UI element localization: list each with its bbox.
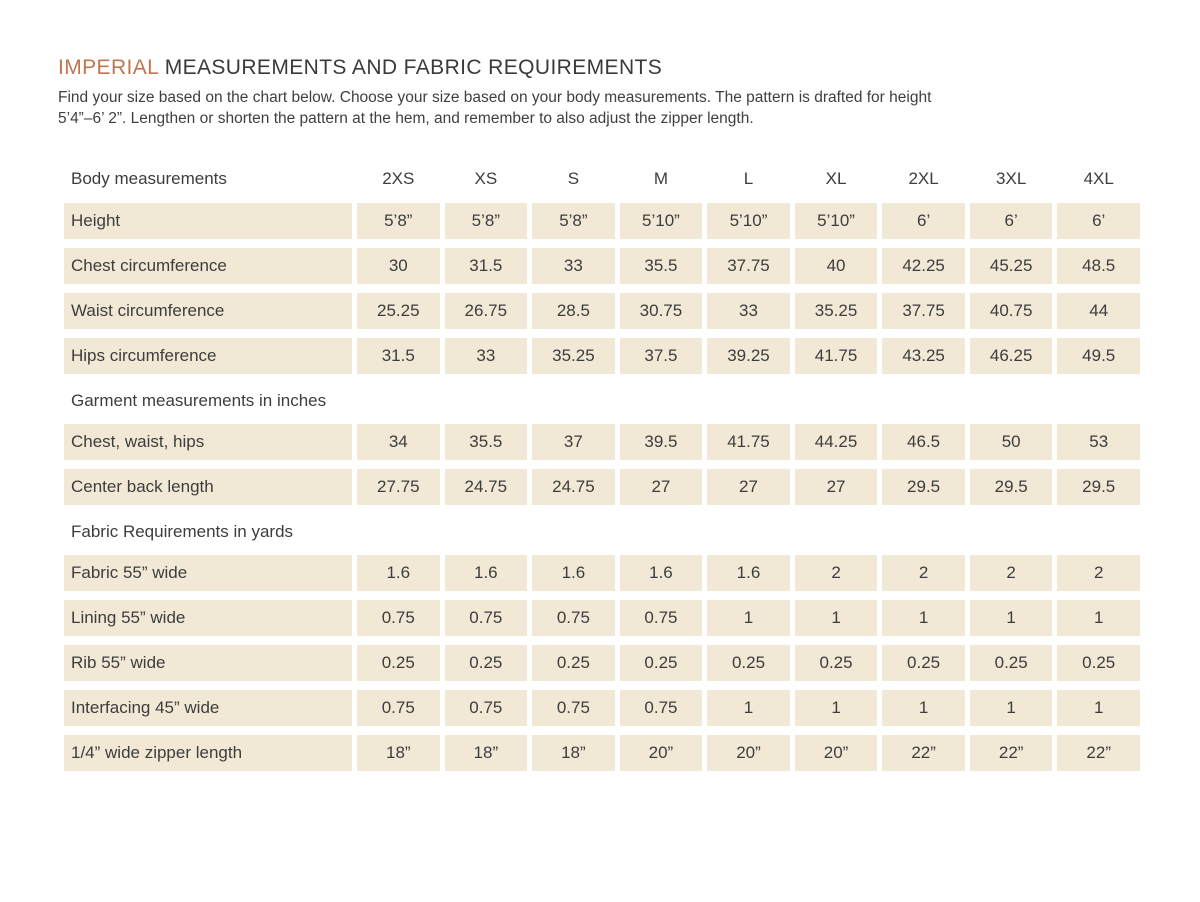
value-cell: 18” xyxy=(357,735,440,771)
value-cell: 5’8” xyxy=(532,203,615,239)
header-body-measurements: Body measurements xyxy=(71,169,227,188)
value-cell: 48.5 xyxy=(1057,248,1140,284)
value-cell: 2 xyxy=(795,555,878,591)
size-column-header: XS xyxy=(474,169,498,188)
page-title xyxy=(58,56,1200,80)
value-cell: 30.75 xyxy=(620,293,703,329)
value-cell: 39.5 xyxy=(620,424,703,460)
size-column-header: 3XL xyxy=(996,169,1027,188)
size-column-header: S xyxy=(567,169,580,188)
value-cell: 0.75 xyxy=(532,690,615,726)
value-cell: 1 xyxy=(882,690,965,726)
value-cell: 35.25 xyxy=(795,293,878,329)
value-cell: 1 xyxy=(795,690,878,726)
table-row xyxy=(64,469,1140,505)
size-column-header: 4XL xyxy=(1083,169,1114,188)
value-cell: 0.25 xyxy=(620,645,703,681)
value-cell: 0.25 xyxy=(970,645,1053,681)
value-cell: 20” xyxy=(620,735,703,771)
table-row xyxy=(64,645,1140,681)
row-label: Interfacing 45” wide xyxy=(64,690,352,726)
value-cell: 27 xyxy=(707,469,790,505)
row-label: Center back length xyxy=(64,469,352,505)
table-row xyxy=(64,690,1140,726)
value-cell: 50 xyxy=(970,424,1053,460)
value-cell: 0.75 xyxy=(620,690,703,726)
value-cell: 5’10” xyxy=(620,203,703,239)
value-cell: 6’ xyxy=(882,203,965,239)
value-cell: 44 xyxy=(1057,293,1140,329)
value-cell: 35.5 xyxy=(445,424,528,460)
table-row xyxy=(64,600,1140,636)
value-cell: 35.25 xyxy=(532,338,615,374)
value-cell: 40.75 xyxy=(970,293,1053,329)
value-cell: 41.75 xyxy=(795,338,878,374)
value-cell: 37 xyxy=(532,424,615,460)
row-label: Chest, waist, hips xyxy=(64,424,352,460)
value-cell: 33 xyxy=(707,293,790,329)
value-cell: 40 xyxy=(795,248,878,284)
value-cell: 0.75 xyxy=(357,690,440,726)
size-column-header: XL xyxy=(825,169,847,188)
value-cell: 1 xyxy=(970,600,1053,636)
value-cell: 5’10” xyxy=(707,203,790,239)
value-cell: 1.6 xyxy=(707,555,790,591)
value-cell: 37.75 xyxy=(707,248,790,284)
value-cell: 5’8” xyxy=(445,203,528,239)
value-cell: 6’ xyxy=(1057,203,1140,239)
page-title-rest: MEASUREMENTS AND FABRIC REQUIREMENTS xyxy=(158,56,663,79)
value-cell: 27.75 xyxy=(357,469,440,505)
value-cell: 1.6 xyxy=(620,555,703,591)
value-cell: 1 xyxy=(707,690,790,726)
value-cell: 46.5 xyxy=(882,424,965,460)
value-cell: 0.25 xyxy=(532,645,615,681)
intro-text-line-1: Find your size based on the chart below. Choose your size based on your body measurements. The pattern is drafted for height xyxy=(58,89,932,106)
table-row xyxy=(64,203,1140,239)
value-cell: 42.25 xyxy=(882,248,965,284)
value-cell: 0.75 xyxy=(532,600,615,636)
value-cell: 29.5 xyxy=(970,469,1053,505)
value-cell: 1.6 xyxy=(445,555,528,591)
section-heading: Fabric Requirements in yards xyxy=(71,522,294,541)
value-cell: 1 xyxy=(795,600,878,636)
size-column-header: L xyxy=(743,169,754,188)
value-cell: 0.25 xyxy=(1057,645,1140,681)
table-row xyxy=(64,248,1140,284)
value-cell: 37.5 xyxy=(620,338,703,374)
value-cell: 39.25 xyxy=(707,338,790,374)
value-cell: 22” xyxy=(882,735,965,771)
value-cell: 37.75 xyxy=(882,293,965,329)
value-cell: 2 xyxy=(970,555,1053,591)
value-cell: 2 xyxy=(1057,555,1140,591)
table-row xyxy=(64,555,1140,591)
value-cell: 27 xyxy=(795,469,878,505)
value-cell: 20” xyxy=(707,735,790,771)
row-label: Hips circumference xyxy=(64,338,352,374)
row-label: Fabric 55” wide xyxy=(64,555,352,591)
value-cell: 1 xyxy=(1057,600,1140,636)
value-cell: 0.25 xyxy=(357,645,440,681)
value-cell: 29.5 xyxy=(882,469,965,505)
value-cell: 31.5 xyxy=(445,248,528,284)
row-label: 1/4” wide zipper length xyxy=(64,735,352,771)
size-column-header: 2XS xyxy=(382,169,415,188)
value-cell: 1 xyxy=(970,690,1053,726)
value-cell: 27 xyxy=(620,469,703,505)
value-cell: 30 xyxy=(357,248,440,284)
page-title-accent: IMPERIAL xyxy=(58,56,159,79)
value-cell: 34 xyxy=(357,424,440,460)
value-cell: 35.5 xyxy=(620,248,703,284)
value-cell: 18” xyxy=(532,735,615,771)
value-cell: 0.25 xyxy=(882,645,965,681)
table-row xyxy=(64,293,1140,329)
row-label: Rib 55” wide xyxy=(64,645,352,681)
value-cell: 49.5 xyxy=(1057,338,1140,374)
value-cell: 45.25 xyxy=(970,248,1053,284)
value-cell: 1.6 xyxy=(532,555,615,591)
value-cell: 33 xyxy=(445,338,528,374)
table-header-row xyxy=(64,163,1140,195)
value-cell: 33 xyxy=(532,248,615,284)
value-cell: 43.25 xyxy=(882,338,965,374)
size-chart-table xyxy=(64,163,1140,771)
value-cell: 0.75 xyxy=(357,600,440,636)
size-column-header: M xyxy=(653,169,669,188)
value-cell: 0.25 xyxy=(795,645,878,681)
value-cell: 44.25 xyxy=(795,424,878,460)
row-label: Chest circumference xyxy=(64,248,352,284)
row-label: Height xyxy=(64,203,352,239)
value-cell: 1 xyxy=(882,600,965,636)
value-cell: 20” xyxy=(795,735,878,771)
size-chart-page xyxy=(0,56,1200,902)
value-cell: 24.75 xyxy=(445,469,528,505)
value-cell: 28.5 xyxy=(532,293,615,329)
value-cell: 26.75 xyxy=(445,293,528,329)
intro-text-line-2: 5’4”–6’ 2”. Lengthen or shorten the pattern at the hem, and remember to also adjust the zipper length. xyxy=(58,110,754,127)
table-row xyxy=(64,735,1140,771)
value-cell: 25.25 xyxy=(357,293,440,329)
value-cell: 22” xyxy=(970,735,1053,771)
value-cell: 1.6 xyxy=(357,555,440,591)
value-cell: 24.75 xyxy=(532,469,615,505)
value-cell: 46.25 xyxy=(970,338,1053,374)
value-cell: 5’10” xyxy=(795,203,878,239)
row-label: Waist circumference xyxy=(64,293,352,329)
value-cell: 53 xyxy=(1057,424,1140,460)
value-cell: 5’8” xyxy=(357,203,440,239)
value-cell: 22” xyxy=(1057,735,1140,771)
value-cell: 18” xyxy=(445,735,528,771)
row-label: Lining 55” wide xyxy=(64,600,352,636)
value-cell: 1 xyxy=(707,600,790,636)
value-cell: 2 xyxy=(882,555,965,591)
table-row xyxy=(64,338,1140,374)
value-cell: 0.25 xyxy=(445,645,528,681)
value-cell: 0.75 xyxy=(445,690,528,726)
table-row xyxy=(64,424,1140,460)
value-cell: 41.75 xyxy=(707,424,790,460)
value-cell: 6’ xyxy=(970,203,1053,239)
value-cell: 0.25 xyxy=(707,645,790,681)
value-cell: 31.5 xyxy=(357,338,440,374)
value-cell: 0.75 xyxy=(620,600,703,636)
intro-text xyxy=(58,87,1200,129)
size-column-header: 2XL xyxy=(908,169,939,188)
value-cell: 0.75 xyxy=(445,600,528,636)
value-cell: 29.5 xyxy=(1057,469,1140,505)
section-heading: Garment measurements in inches xyxy=(71,391,327,410)
value-cell: 1 xyxy=(1057,690,1140,726)
